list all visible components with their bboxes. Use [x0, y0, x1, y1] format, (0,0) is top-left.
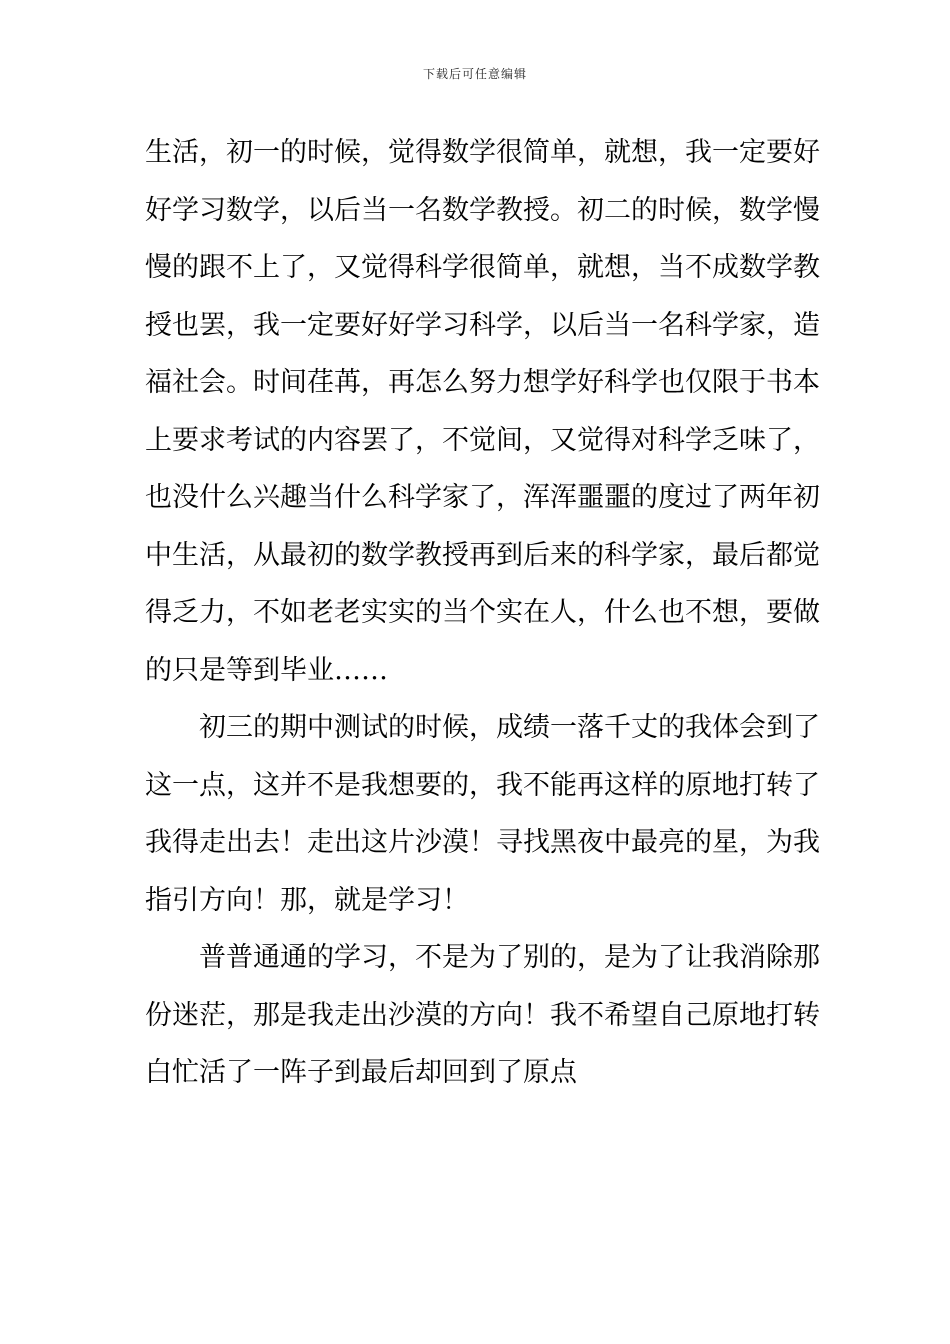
text-line: 得乏力，不如老老实实的当个实在人，什么也不想，要做: [145, 597, 820, 628]
text-line: 慢的跟不上了，又觉得科学很简单，就想，当不成数学教: [145, 252, 820, 283]
text-line: 指引方向！那，就是学习！: [145, 884, 469, 916]
text-line: 份迷茫，那是我走出沙漠的方向！我不希望自己原地打转: [145, 999, 820, 1031]
text-line: 白忙活了一阵子到最后却回到了原点: [145, 1057, 577, 1088]
text-line: 授也罢，我一定要好好学习科学，以后当一名科学家，造: [145, 309, 820, 341]
text-line: 上要求考试的内容罢了，不觉间，又觉得对科学乏味了，: [145, 424, 820, 456]
document-body: [145, 124, 820, 1102]
paragraph-first-line: 普普通通的学习，不是为了别的，是为了让我消除那: [199, 942, 820, 973]
text-line: 我得走出去！走出这片沙漠！寻找黑夜中最亮的星，为我: [145, 827, 820, 858]
text-line: 好学习数学，以后当一名数学教授。初二的时候，数学慢: [145, 194, 820, 226]
text-line: 这一点，这并不是我想要的，我不能再这样的原地打转了: [145, 769, 820, 801]
text-line: 的只是等到毕业……: [145, 654, 388, 686]
text-line: 也没什么兴趣当什么科学家了，浑浑噩噩的度过了两年初: [145, 482, 820, 513]
text-line: 生活，初一的时候，觉得数学很简单，就想，我一定要好: [145, 137, 820, 168]
paragraph-first-line: 初三的期中测试的时候，成绩一落千丈的我体会到了: [199, 712, 820, 743]
page-header: 下载后可任意编辑: [422, 67, 527, 81]
text-line: 福社会。时间荏苒，再怎么努力想学好科学也仅限于书本: [145, 367, 820, 398]
text-line: 中生活，从最初的数学教授再到后来的科学家，最后都觉: [145, 539, 820, 571]
